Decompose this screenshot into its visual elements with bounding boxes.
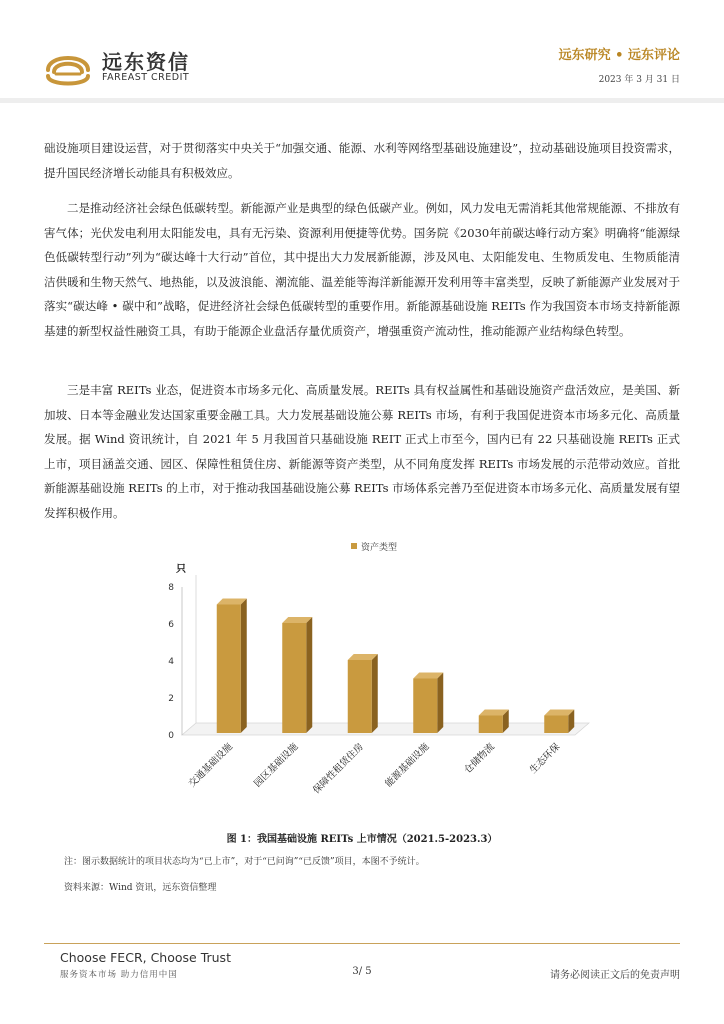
bar bbox=[479, 716, 503, 734]
footer-slogan-cn: 服务资本市场 助力信用中国 bbox=[60, 970, 178, 980]
bar bbox=[413, 679, 437, 734]
header-divider bbox=[0, 98, 724, 103]
x-tick-label: 园区基础设施 bbox=[252, 741, 301, 790]
paragraph-3: 三是丰富 REITs 业态，促进资本市场多元化、高质量发展。REITs 具有权益属性和基础设施资产盘活效应，是美国、新加坡、日本等金融业发达国家重要金融工具。大力发展基础设施公募 REITs 市场，有利于我国促进资本市场多元化、高质量发展。据 Wind 资讯统计，自 2021 年 5 月我国首只基础设施 REIT 正式上市至今，国内已有 22 只基础设施 REITs 正式上市，项目涵盖交通、园区、保障性租赁住房、新能源等资产类型，从不同角度发挥 REITs 市场发展的示范带动效应。首批新能源基础设施 REITs 的上市，对于推动我国基础设施公募 REITs 市场体系完善乃至促进资本市场多元化、高质量发展有望发挥积极作用。 bbox=[44, 383, 680, 520]
footer-divider bbox=[44, 943, 680, 944]
fareast-logo-icon bbox=[42, 44, 94, 88]
x-tick-label: 保障性租赁住房 bbox=[311, 741, 366, 797]
paragraph-2: 二是推动经济社会绿色低碳转型。新能源产业是典型的绿色低碳产业。例如，风力发电无需消耗其他常规能源、不排放有害气体；光伏发电利用太阳能发电，具有无污染、资源利用便捷等优势。国务院《2030年前碳达峰行动方案》明确将“能源绿色低碳转型行动”列为“碳达峰十大行动”首位，其中提出大力发展新能源，涉及风电、太阳能发电、生物质发电、生物质能清洁供暖和生物天然气、地热能，以及波浪能、潮流能、温差能等海洋新能源开发利用等丰富类型，反映了新能源产业发展对于落实“碳达峰 • 碳中和”战略，促进经济社会绿色低碳转型的重要作用。新能源基础设施 REITs 作为我国资本市场支持新能源基建的新型权益性融资工具，有助于能源企业盘活存量优质资产，增强重资产流动性，推动能源产业结构绿色转型。 bbox=[44, 201, 680, 338]
y-axis-unit: 只 bbox=[176, 564, 186, 575]
legend-label: 资产类型 bbox=[361, 543, 398, 553]
figure-note: 注：图示数据统计的项目状态均为“已上市”，对于“已问询”“已反馈”项目，本图不予统计。 bbox=[64, 857, 425, 867]
bar-side bbox=[372, 654, 378, 733]
series-title: 远东研究 • 远东评论 bbox=[558, 48, 680, 63]
bar bbox=[282, 623, 306, 733]
bar-side bbox=[306, 617, 312, 733]
y-tick-label: 4 bbox=[168, 657, 174, 667]
x-tick-label: 能源基础设施 bbox=[383, 741, 432, 790]
x-tick-label: 仓储物流 bbox=[462, 741, 497, 777]
bar bbox=[348, 660, 372, 733]
report-date: 2023 年 3 月 31 日 bbox=[598, 75, 680, 85]
logo-en-text: FAREAST CREDIT bbox=[102, 72, 190, 83]
bar-side bbox=[241, 599, 247, 734]
x-tick-label: 交通基础设施 bbox=[186, 741, 235, 790]
footer-disclaimer: 请务必阅读正文后的免责声明 bbox=[550, 970, 680, 981]
footer-slogan-en: Choose FECR, Choose Trust bbox=[60, 950, 231, 965]
paragraph-1: 础设施项目建设运营，对于贯彻落实中央关于“加强交通、能源、水利等网络型基础设施建设”，拉动基础设施项目投资需求，提升国民经济增长动能具有积极效应。 bbox=[44, 141, 680, 180]
y-tick-label: 2 bbox=[168, 694, 174, 704]
y-tick-label: 0 bbox=[168, 731, 174, 741]
y-tick-label: 8 bbox=[168, 583, 174, 593]
bar-chart bbox=[150, 530, 590, 830]
page-header bbox=[0, 0, 724, 100]
bar bbox=[544, 716, 568, 734]
bar-chart-svg bbox=[150, 530, 590, 830]
x-tick-label: 生态环保 bbox=[527, 741, 563, 777]
bar bbox=[217, 605, 241, 734]
logo-cn-text: 远东资信 bbox=[102, 50, 190, 74]
bar-side bbox=[437, 673, 443, 734]
figure-caption: 图 1：我国基础设施 REITs 上市情况（2021.5-2023.3） bbox=[226, 834, 498, 845]
page-number: 3/ 5 bbox=[352, 966, 372, 977]
legend-swatch bbox=[351, 543, 357, 549]
figure-source: 资料来源：Wind 资讯，远东资信整理 bbox=[64, 883, 217, 893]
y-tick-label: 6 bbox=[168, 620, 174, 630]
